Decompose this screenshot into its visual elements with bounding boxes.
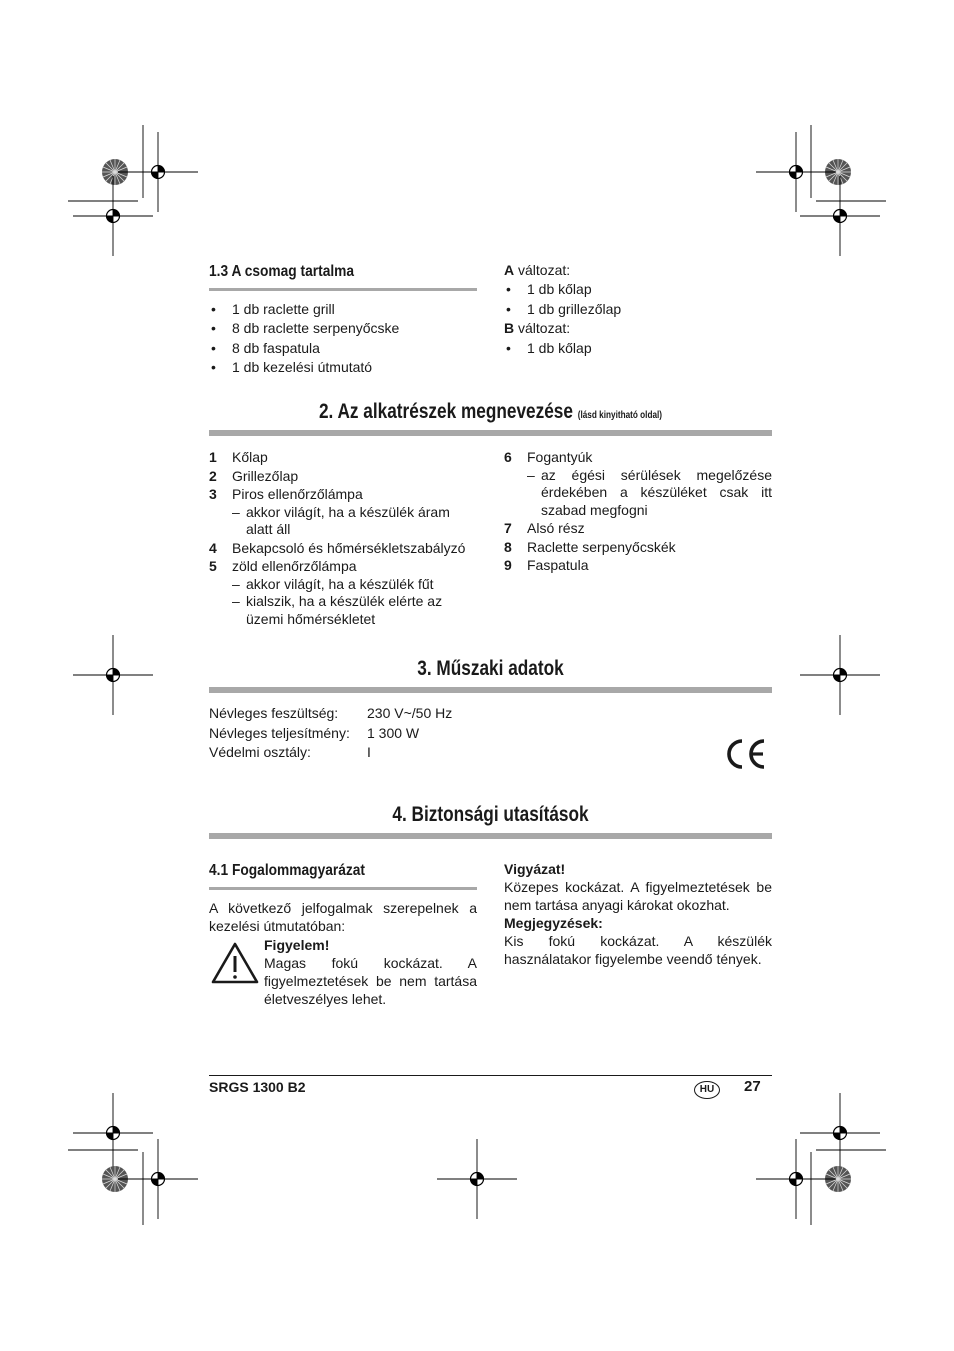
table-row	[209, 704, 452, 724]
spec-label: Névleges feszültség:	[209, 705, 339, 721]
variant-a-heading: A változat:	[504, 262, 571, 278]
specs-table	[209, 704, 452, 763]
note-title: Megjegyzések:	[504, 915, 603, 931]
caution-title: Vigyázat!	[504, 861, 566, 877]
section-4-1-title: 4.1 Fogalommagyarázat	[209, 862, 366, 879]
list-item: • 8 db faspatula	[209, 339, 477, 358]
spec-value: 230 V~/50 Hz	[367, 705, 453, 721]
part-item: 3 Piros ellenőrzőlámpa	[209, 486, 363, 502]
footer-model: SRGS 1300 B2	[209, 1079, 306, 1095]
ce-mark-icon	[724, 737, 768, 771]
spec-value: 1 300 W	[367, 724, 420, 741]
section-3-title: 3. Műszaki adatok	[417, 657, 564, 680]
part-item: 8 Raclette serpenyőcskék	[504, 538, 676, 555]
part-sub-item: – kialszik, ha a készülék elérte az üzemi hőmérsékletet	[209, 593, 477, 628]
list-item: • 1 db kezelési útmutató	[209, 358, 477, 377]
part-item: 2 Grillezőlap	[209, 467, 299, 484]
list-item: • 8 db raclette serpenyőcske	[209, 319, 477, 338]
risk-notes-right	[504, 860, 772, 968]
page-number: 27	[744, 1078, 761, 1095]
section-2-rule	[209, 430, 772, 436]
section-2-title: 2. Az alkatrészek megnevezése (lásd kinyitható oldal)	[318, 400, 663, 423]
note-text: Kis fokú kockázat. A készülék használatakor figyelembe veendő tények.	[504, 933, 772, 967]
footer-rule	[209, 1075, 772, 1076]
section-1-3-rule	[209, 288, 477, 291]
variants-block	[504, 261, 772, 358]
part-item: 7 Alsó rész	[504, 520, 585, 536]
part-sub-item: – akkor világít, ha a készülék fűt	[209, 576, 477, 594]
list-item: • 1 db raclette grill	[209, 300, 477, 319]
list-item: • 1 db grillezőlap	[504, 300, 772, 319]
danger-title: Figyelem!	[264, 937, 330, 953]
definitions-intro: A következő jelfogalmak szerepelnek a kezelési útmutatóban:	[209, 900, 477, 934]
section-4-rule	[209, 833, 772, 839]
section-1-3-title: 1.3 A csomag tartalma	[209, 263, 355, 280]
part-item: 4 Bekapcsoló és hőmérsékletszabályzó	[209, 539, 466, 556]
language-badge: HU	[694, 1081, 720, 1099]
package-contents-list	[209, 300, 477, 378]
part-item: 5 zöld ellenőrzőlámpa	[209, 558, 357, 574]
list-item: • 1 db kőlap	[504, 280, 772, 299]
spec-label: Névleges teljesítmény:	[209, 724, 350, 741]
parts-list-left	[209, 448, 477, 628]
part-item: 6 Fogantyúk	[504, 449, 593, 465]
section-2-title-note: (lásd kinyitható oldal)	[577, 410, 663, 421]
part-sub-item: – az égési sérülések megelőzése érdekében a készüléket csak itt szabad megfogni	[504, 467, 772, 520]
list-item: • 1 db kőlap	[504, 339, 772, 358]
variant-a-list	[504, 280, 772, 319]
part-item: 1 Kőlap	[209, 449, 268, 465]
warning-triangle-icon	[210, 941, 260, 985]
section-4-1-rule	[209, 887, 477, 890]
part-item: 9 Faspatula	[504, 557, 589, 573]
danger-text: Magas fokú kockázat. A figyelmeztetések be nem tartása életveszélyes lehet.	[264, 955, 477, 1007]
section-3-rule	[209, 687, 772, 693]
danger-note	[264, 936, 477, 1008]
spec-label: Védelmi osztály:	[209, 744, 311, 760]
variant-b-list	[504, 339, 772, 358]
caution-text: Közepes kockázat. A figyelmeztetések be nem tartása anyagi károkat okozhat.	[504, 879, 772, 913]
section-4-title: 4. Biztonsági utasítások	[392, 803, 589, 826]
table-row	[209, 724, 452, 744]
parts-list-right	[504, 448, 772, 575]
table-row	[209, 743, 452, 763]
variant-b-heading: B változat:	[504, 320, 571, 337]
spec-value: I	[367, 744, 371, 760]
part-sub-item: – akkor világít, ha a készülék áram alatt áll	[209, 504, 477, 539]
